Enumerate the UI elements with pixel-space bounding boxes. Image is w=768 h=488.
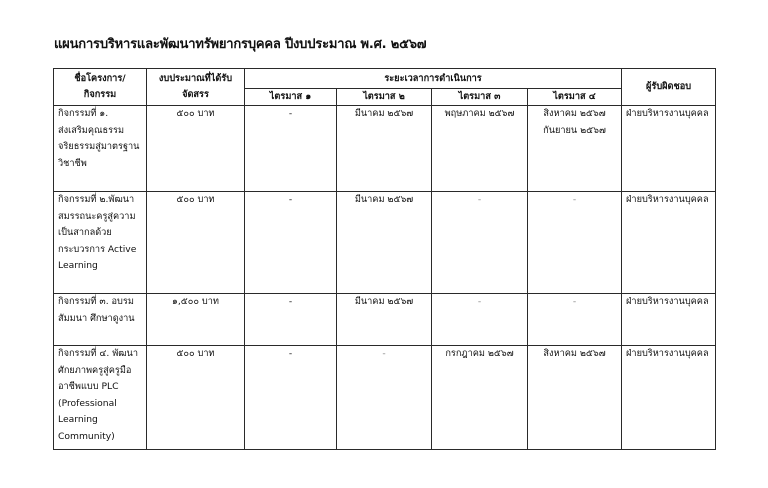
q1-cell: -	[245, 192, 337, 294]
q4-cell: สิงหาคม ๒๕๖๗	[528, 346, 622, 450]
q4-cell: สิงหาคม ๒๕๖๗ กันยายน ๒๕๖๗	[528, 106, 622, 192]
responsible-cell: ฝ่ายบริหารงานบุคคล	[622, 294, 716, 346]
activity-cell: กิจกรรมที่ ๔. พัฒนา ศักยภาพครูสู่ครูมือ อาชีพแบบ PLC (Professional Learning Community)	[54, 346, 147, 450]
q3-cell: -	[432, 294, 528, 346]
table-row	[54, 192, 716, 294]
hr-plan-table	[53, 68, 716, 450]
budget-cell: ๕๐๐ บาท	[147, 192, 245, 294]
budget-cell: ๕๐๐ บาท	[147, 346, 245, 450]
header-q1: ไตรมาส ๑	[245, 89, 337, 106]
responsible-cell: ฝ่ายบริหารงานบุคคล	[622, 192, 716, 294]
header-q2: ไตรมาส ๒	[337, 89, 432, 106]
table-row	[54, 346, 716, 450]
q2-cell: มีนาคม ๒๕๖๗	[337, 192, 432, 294]
table-row	[54, 294, 716, 346]
q3-cell: -	[432, 192, 528, 294]
header-q4: ไตรมาส ๔	[528, 89, 622, 106]
q1-cell: -	[245, 346, 337, 450]
q1-cell: -	[245, 106, 337, 192]
q2-cell: มีนาคม ๒๕๖๗	[337, 294, 432, 346]
responsible-cell: ฝ่ายบริหารงานบุคคล	[622, 346, 716, 450]
q2-cell: มีนาคม ๒๕๖๗	[337, 106, 432, 192]
q3-cell: กรกฎาคม ๒๕๖๗	[432, 346, 528, 450]
q1-cell: -	[245, 294, 337, 346]
table-row	[54, 106, 716, 192]
q4-cell: -	[528, 294, 622, 346]
activity-cell: กิจกรรมที่ ๑. ส่งเสริมคุณธรรม จริยธรรมสู่มาตรฐาน วิชาชีพ	[54, 106, 147, 192]
activity-cell: กิจกรรมที่ ๒.พัฒนา สมรรถนะครูสู่ความ เป็นสากลด้วย กระบวรการ Active Learning	[54, 192, 147, 294]
q4-cell: -	[528, 192, 622, 294]
header-responsible: ผู้รับผิดชอบ	[622, 69, 716, 106]
header-activity: ชื่อโครงการ/ กิจกรรม	[54, 69, 147, 106]
activity-cell: กิจกรรมที่ ๓. อบรม สัมมนา ศึกษาดูงาน	[54, 294, 147, 346]
budget-cell: ๕๐๐ บาท	[147, 106, 245, 192]
page-title: แผนการบริหารและพัฒนาทรัพยากรบุคคล ปีงบประมาณ พ.ศ. ๒๕๖๗	[54, 37, 427, 52]
budget-cell: ๑,๕๐๐ บาท	[147, 294, 245, 346]
q3-cell: พฤษภาคม ๒๕๖๗	[432, 106, 528, 192]
header-q3: ไตรมาส ๓	[432, 89, 528, 106]
header-period: ระยะเวลาการดำเนินการ	[245, 69, 622, 89]
responsible-cell: ฝ่ายบริหารงานบุคคล	[622, 106, 716, 192]
header-budget: งบประมาณที่ได้รับ จัดสรร	[147, 69, 245, 106]
q2-cell: -	[337, 346, 432, 450]
